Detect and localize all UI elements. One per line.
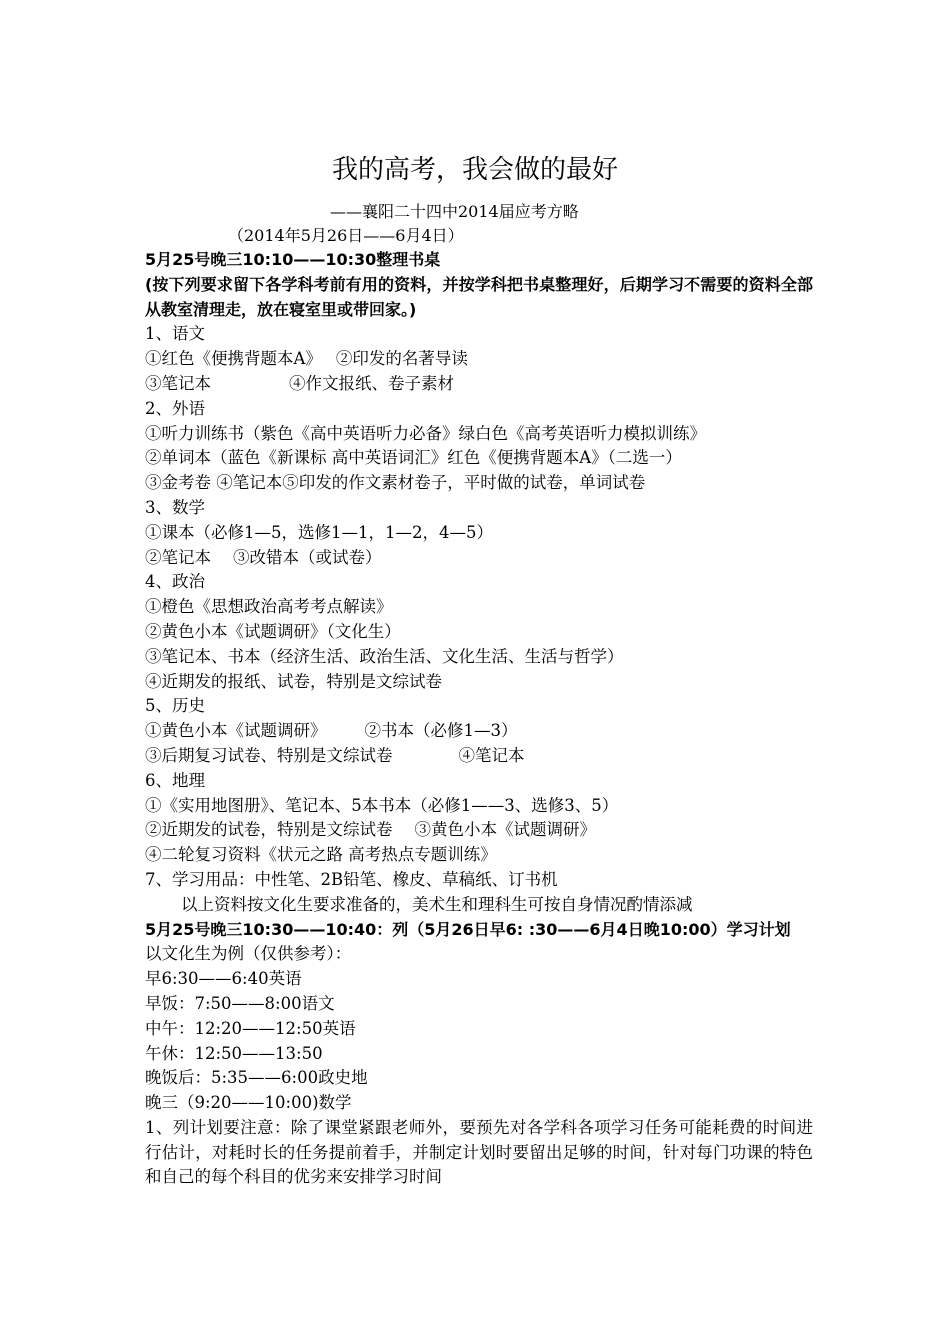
list-item xyxy=(145,372,813,397)
list-item xyxy=(145,818,813,843)
subject-heading-politics: 4、政治 xyxy=(145,572,205,592)
page-title: 我的高考，我会做的最好 xyxy=(331,155,618,185)
list-item xyxy=(145,719,813,744)
date-range: （2014年5月26日——6月4日） xyxy=(228,226,464,245)
section-note-desk: (按下列要求留下各学科考前有用的资料，并按学科把书桌整理好，后期学习不需要的资料全部从教室清理走，放在寝室里或带回家。) xyxy=(145,274,813,319)
schedule-item: 晚三（9:20——10:00)数学 xyxy=(145,1093,352,1113)
schedule-item: 晚饭后：5:35——6:00政史地 xyxy=(145,1068,368,1088)
list-item: ③笔记本、书本（经济生活、政治生活、文化生活、生活与哲学） xyxy=(145,646,624,666)
list-item: ③金考卷 ④笔记本⑤印发的作文素材卷子，平时做的试卷，单词试卷 xyxy=(145,473,646,493)
schedule-item: 午休：12:50——13:50 xyxy=(145,1043,323,1063)
list-item-text: ④笔记本 xyxy=(458,745,525,765)
section-heading-desk: 5月25号晚三10:10——10:30整理书桌 xyxy=(145,250,441,269)
list-item-text: ③笔记本 xyxy=(145,373,211,393)
document-body xyxy=(145,248,813,1190)
list-item: ④近期发的报纸、试卷，特别是文综试卷 xyxy=(145,671,442,691)
schedule-item: 中午：12:20——12:50英语 xyxy=(145,1018,356,1038)
schedule-intro: 以文化生为例（仅供参考）： xyxy=(145,944,352,964)
subject-heading-english: 2、外语 xyxy=(145,398,205,418)
list-item: ④二轮复习资料《状元之路 高考热点专题训练》 xyxy=(145,845,497,865)
list-item-text: ③改错本（或试卷） xyxy=(233,547,382,567)
plan-note: 1、列计划要注意：除了课堂紧跟老师外，要预先对各学科各项学习任务可能耗费的时间进行估计，对耗时长的任务提前着手，并制定计划时要留出足够的时间，针对每门功课的特色和自己的每个科目的优劣来安排学习时间 xyxy=(145,1117,813,1187)
section-heading-plan: 5月25号晚三10:30——10:40：列（5月26日早6: :30——6月4日晚10:00）学习计划 xyxy=(145,919,791,939)
list-item: ①听力训练书（紫色《高中英语听力必备》绿白色《高考英语听力模拟训练》 xyxy=(145,423,706,443)
list-item-text: ②近期发的试卷，特别是文综试卷 xyxy=(145,820,393,840)
subject-heading-history: 5、历史 xyxy=(145,696,205,716)
list-item-text: ④作文报纸、卷子素材 xyxy=(289,373,454,393)
list-item-text: ③后期复习试卷、特别是文综试卷 xyxy=(145,745,393,765)
list-item: ①橙色《思想政治高考考点解读》 xyxy=(145,597,393,617)
list-item: ②单词本（蓝色《新课标 高中英语词汇》红色《便携背题本A》（二选一） xyxy=(145,448,682,468)
subject-heading-math: 3、数学 xyxy=(145,497,205,517)
list-item-text: ②印发的名著导读 xyxy=(335,349,468,369)
list-item: ①课本（必修1—5，选修1—1，1—2，4—5） xyxy=(145,522,493,542)
subtitle: ——襄阳二十四中2014届应考方略 xyxy=(330,202,579,221)
list-item xyxy=(145,546,813,571)
schedule-item: 早饭：7:50——8:00语文 xyxy=(145,993,335,1013)
list-item-text: ②书本（必修1—3） xyxy=(364,721,518,741)
list-item xyxy=(145,347,813,372)
supplies-note: 以上资料按文化生要求准备的，美术生和理科生可按自身情况酌情添减 xyxy=(181,894,693,914)
subject-heading-chinese: 1、语文 xyxy=(145,324,205,344)
list-item-text: ①红色《便携背题本A》 xyxy=(145,349,322,369)
supplies-line: 7、学习用品：中性笔、2B铅笔、橡皮、草稿纸、订书机 xyxy=(145,869,558,889)
schedule-item: 早6:30——6:40英语 xyxy=(145,969,302,989)
list-item-text: ①黄色小本《试题调研》 xyxy=(145,721,327,741)
list-item: ①《实用地图册》、笔记本、5本书本（必修1——3、选修3、5） xyxy=(145,795,619,815)
list-item-text: ③黄色小本《试题调研》 xyxy=(414,820,596,840)
list-item xyxy=(145,744,813,769)
list-item-text: ②笔记本 xyxy=(145,547,211,567)
list-item: ②黄色小本《试题调研》（文化生） xyxy=(145,621,401,641)
subject-heading-geography: 6、地理 xyxy=(145,770,205,790)
